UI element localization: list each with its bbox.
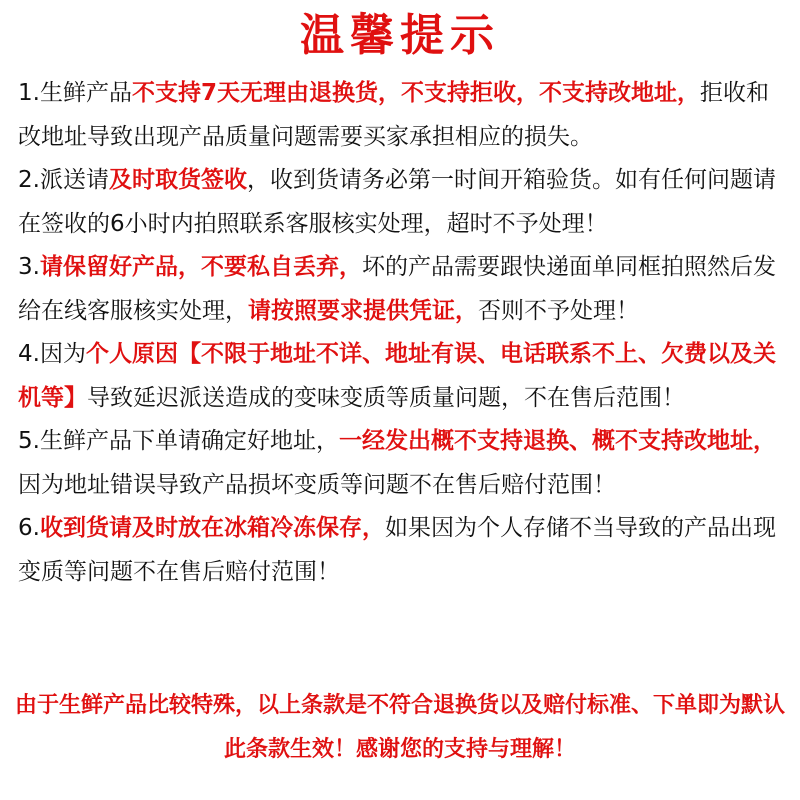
item-2-seg-3: ，收到货请务必第一时间开箱验货。如有任何问题请在签收的6小时内拍照联系客服核实处理，超时不予处理！ bbox=[18, 167, 776, 237]
item-3-seg-2: 请保留好产品，不要私自丢弃， bbox=[39, 254, 362, 280]
notice-item-5 bbox=[18, 420, 788, 507]
notice-title: 温馨提示 bbox=[300, 10, 500, 61]
footer-disclaimer: 由于生鲜产品比较特殊，以上条款是不符合退换货以及赔付标准、下单即为默认此条款生效！感谢您的支持与理解！ bbox=[14, 693, 785, 762]
item-3-seg-5: 否则不予处理！ bbox=[478, 297, 639, 324]
item-6-seg-3: 如果因为个人存储不当导致的产品出现变质等问题不在售后赔付范围！ bbox=[18, 515, 776, 585]
item-5-seg-2: 一经发出概不支持退换、概不支持改地址， bbox=[338, 428, 776, 454]
notice-item-3 bbox=[18, 246, 788, 333]
notice-item-4 bbox=[18, 333, 788, 420]
item-1-seg-2: 不支持7天无理由退换货，不支持拒收，不支持改地址， bbox=[131, 80, 700, 106]
notice-item-2 bbox=[18, 159, 788, 246]
item-4-seg-2: 个人原因【不限于地址不详、地址有误、电话联系不上、欠费以及关机等】 bbox=[18, 341, 776, 411]
item-2-seg-1: 2.派送请 bbox=[18, 167, 109, 193]
item-3-seg-4: 请按照要求提供凭证， bbox=[248, 297, 478, 324]
item-1-seg-1: 1.生鲜产品 bbox=[18, 80, 132, 106]
item-1-seg-3: 拒收和改地址导致出现产品质量问题需要买家承担相应的损失。 bbox=[18, 80, 769, 150]
notice-list bbox=[18, 72, 788, 594]
item-5-seg-3: 因为地址错误导致产品损坏变质等问题不在售后赔付范围！ bbox=[18, 471, 616, 498]
item-4-seg-1: 4.因为 bbox=[18, 341, 86, 367]
item-4-seg-3: 导致延迟派送造成的变味变质等质量问题，不在售后范围！ bbox=[87, 384, 685, 411]
item-3-seg-1: 3. bbox=[18, 254, 40, 280]
item-6-seg-2: 收到货请及时放在冰箱冷冻保存， bbox=[39, 515, 385, 541]
notice-item-1 bbox=[18, 72, 788, 159]
item-5-seg-1: 5.生鲜产品下单请确定好地址， bbox=[18, 428, 339, 454]
item-3-seg-3: 坏的产品需要跟快递面单同框拍照然后发给在线客服核实处理， bbox=[18, 254, 776, 324]
notice-item-6 bbox=[18, 507, 788, 594]
item-6-seg-1: 6. bbox=[18, 515, 40, 541]
item-2-seg-2: 及时取货签收 bbox=[108, 167, 247, 193]
